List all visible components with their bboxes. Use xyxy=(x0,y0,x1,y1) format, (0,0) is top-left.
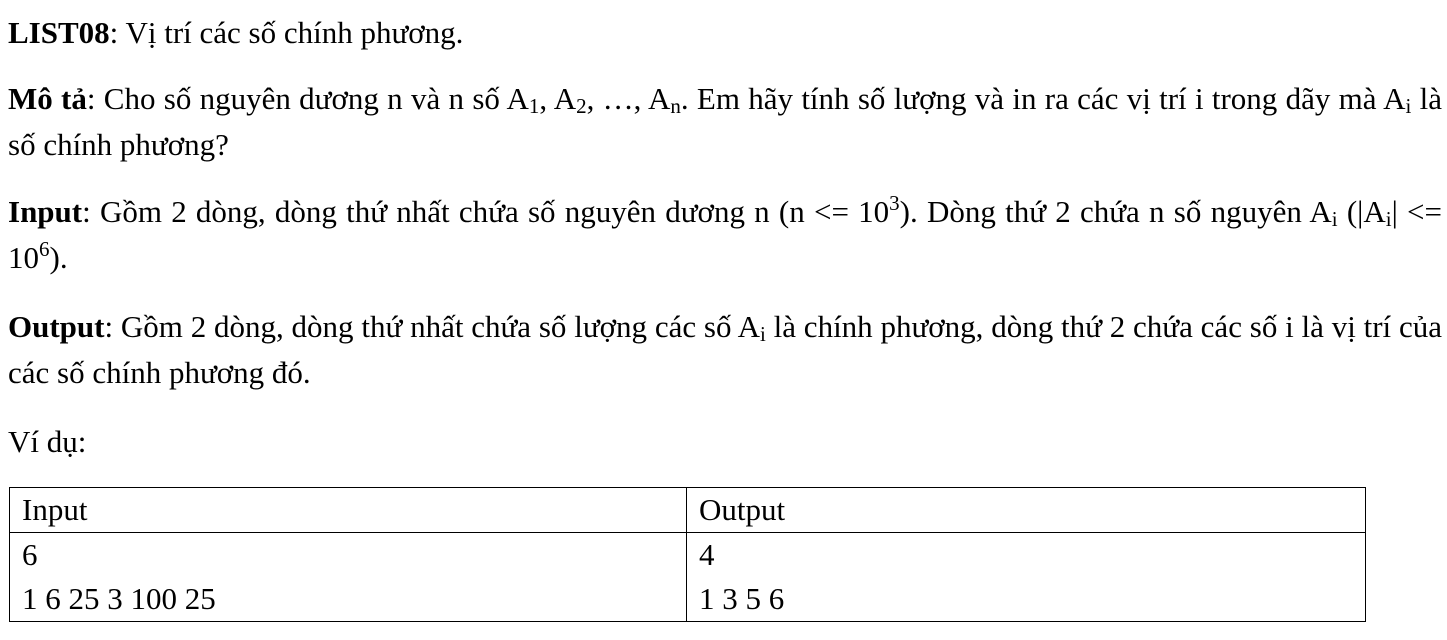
output-text: là chính phương, dòng thứ 2 chứa các số i là vị trí của các số chính phương đó. xyxy=(8,309,1442,390)
problem-title xyxy=(8,10,1442,56)
input-paragraph xyxy=(8,189,1442,281)
input-text: | <= 10 xyxy=(8,194,1442,275)
example-input-line: 6 xyxy=(22,537,38,572)
subscript-n: n xyxy=(670,94,681,118)
superscript-6: 6 xyxy=(39,237,50,261)
description-text: , …, A xyxy=(586,81,671,116)
example-input-cell xyxy=(10,533,687,622)
example-output-line: 1 3 5 6 xyxy=(699,581,785,616)
subscript-i: i xyxy=(759,322,766,346)
example-output-cell xyxy=(687,533,1366,622)
description-text: là số chính phương? xyxy=(8,81,1443,162)
header-output: Output xyxy=(687,488,1366,533)
input-text: : Gồm 2 dòng, dòng thứ nhất chứa số nguyên dương n (n <= 10 xyxy=(82,194,890,229)
example-label: Ví dụ: xyxy=(8,424,87,459)
output-paragraph xyxy=(8,304,1442,396)
subscript-2: 2 xyxy=(576,94,587,118)
example-table xyxy=(9,487,1366,622)
table-header-row xyxy=(10,488,1366,533)
description-text: , A xyxy=(539,81,577,116)
subscript-i: i xyxy=(1385,207,1392,231)
example-input-line: 1 6 25 3 100 25 xyxy=(22,581,216,616)
input-text: ). xyxy=(49,240,68,275)
example-output-line: 4 xyxy=(699,537,715,572)
subscript-i: i xyxy=(1331,207,1338,231)
output-text: : Gồm 2 dòng, dòng thứ nhất chứa số lượng các số A xyxy=(104,309,760,344)
table-row xyxy=(10,533,1366,622)
description-text: : Cho số nguyên dương n và n số A xyxy=(86,81,529,116)
description-label: Mô tả xyxy=(8,81,87,116)
superscript-3: 3 xyxy=(889,191,900,215)
input-text: (|A xyxy=(1337,194,1386,229)
description-paragraph xyxy=(8,76,1442,168)
input-label: Input xyxy=(8,194,83,229)
problem-code: LIST08 xyxy=(8,15,110,50)
description-text: . Em hãy tính số lượng và in ra các vị trí i trong dãy mà A xyxy=(680,81,1406,116)
subscript-1: 1 xyxy=(528,94,540,118)
input-text: ). Dòng thứ 2 chứa n số nguyên A xyxy=(899,194,1332,229)
header-input: Input xyxy=(10,488,687,533)
problem-title-text: : Vị trí các số chính phương. xyxy=(109,15,464,50)
subscript-i: i xyxy=(1405,94,1412,118)
output-label: Output xyxy=(8,309,105,344)
